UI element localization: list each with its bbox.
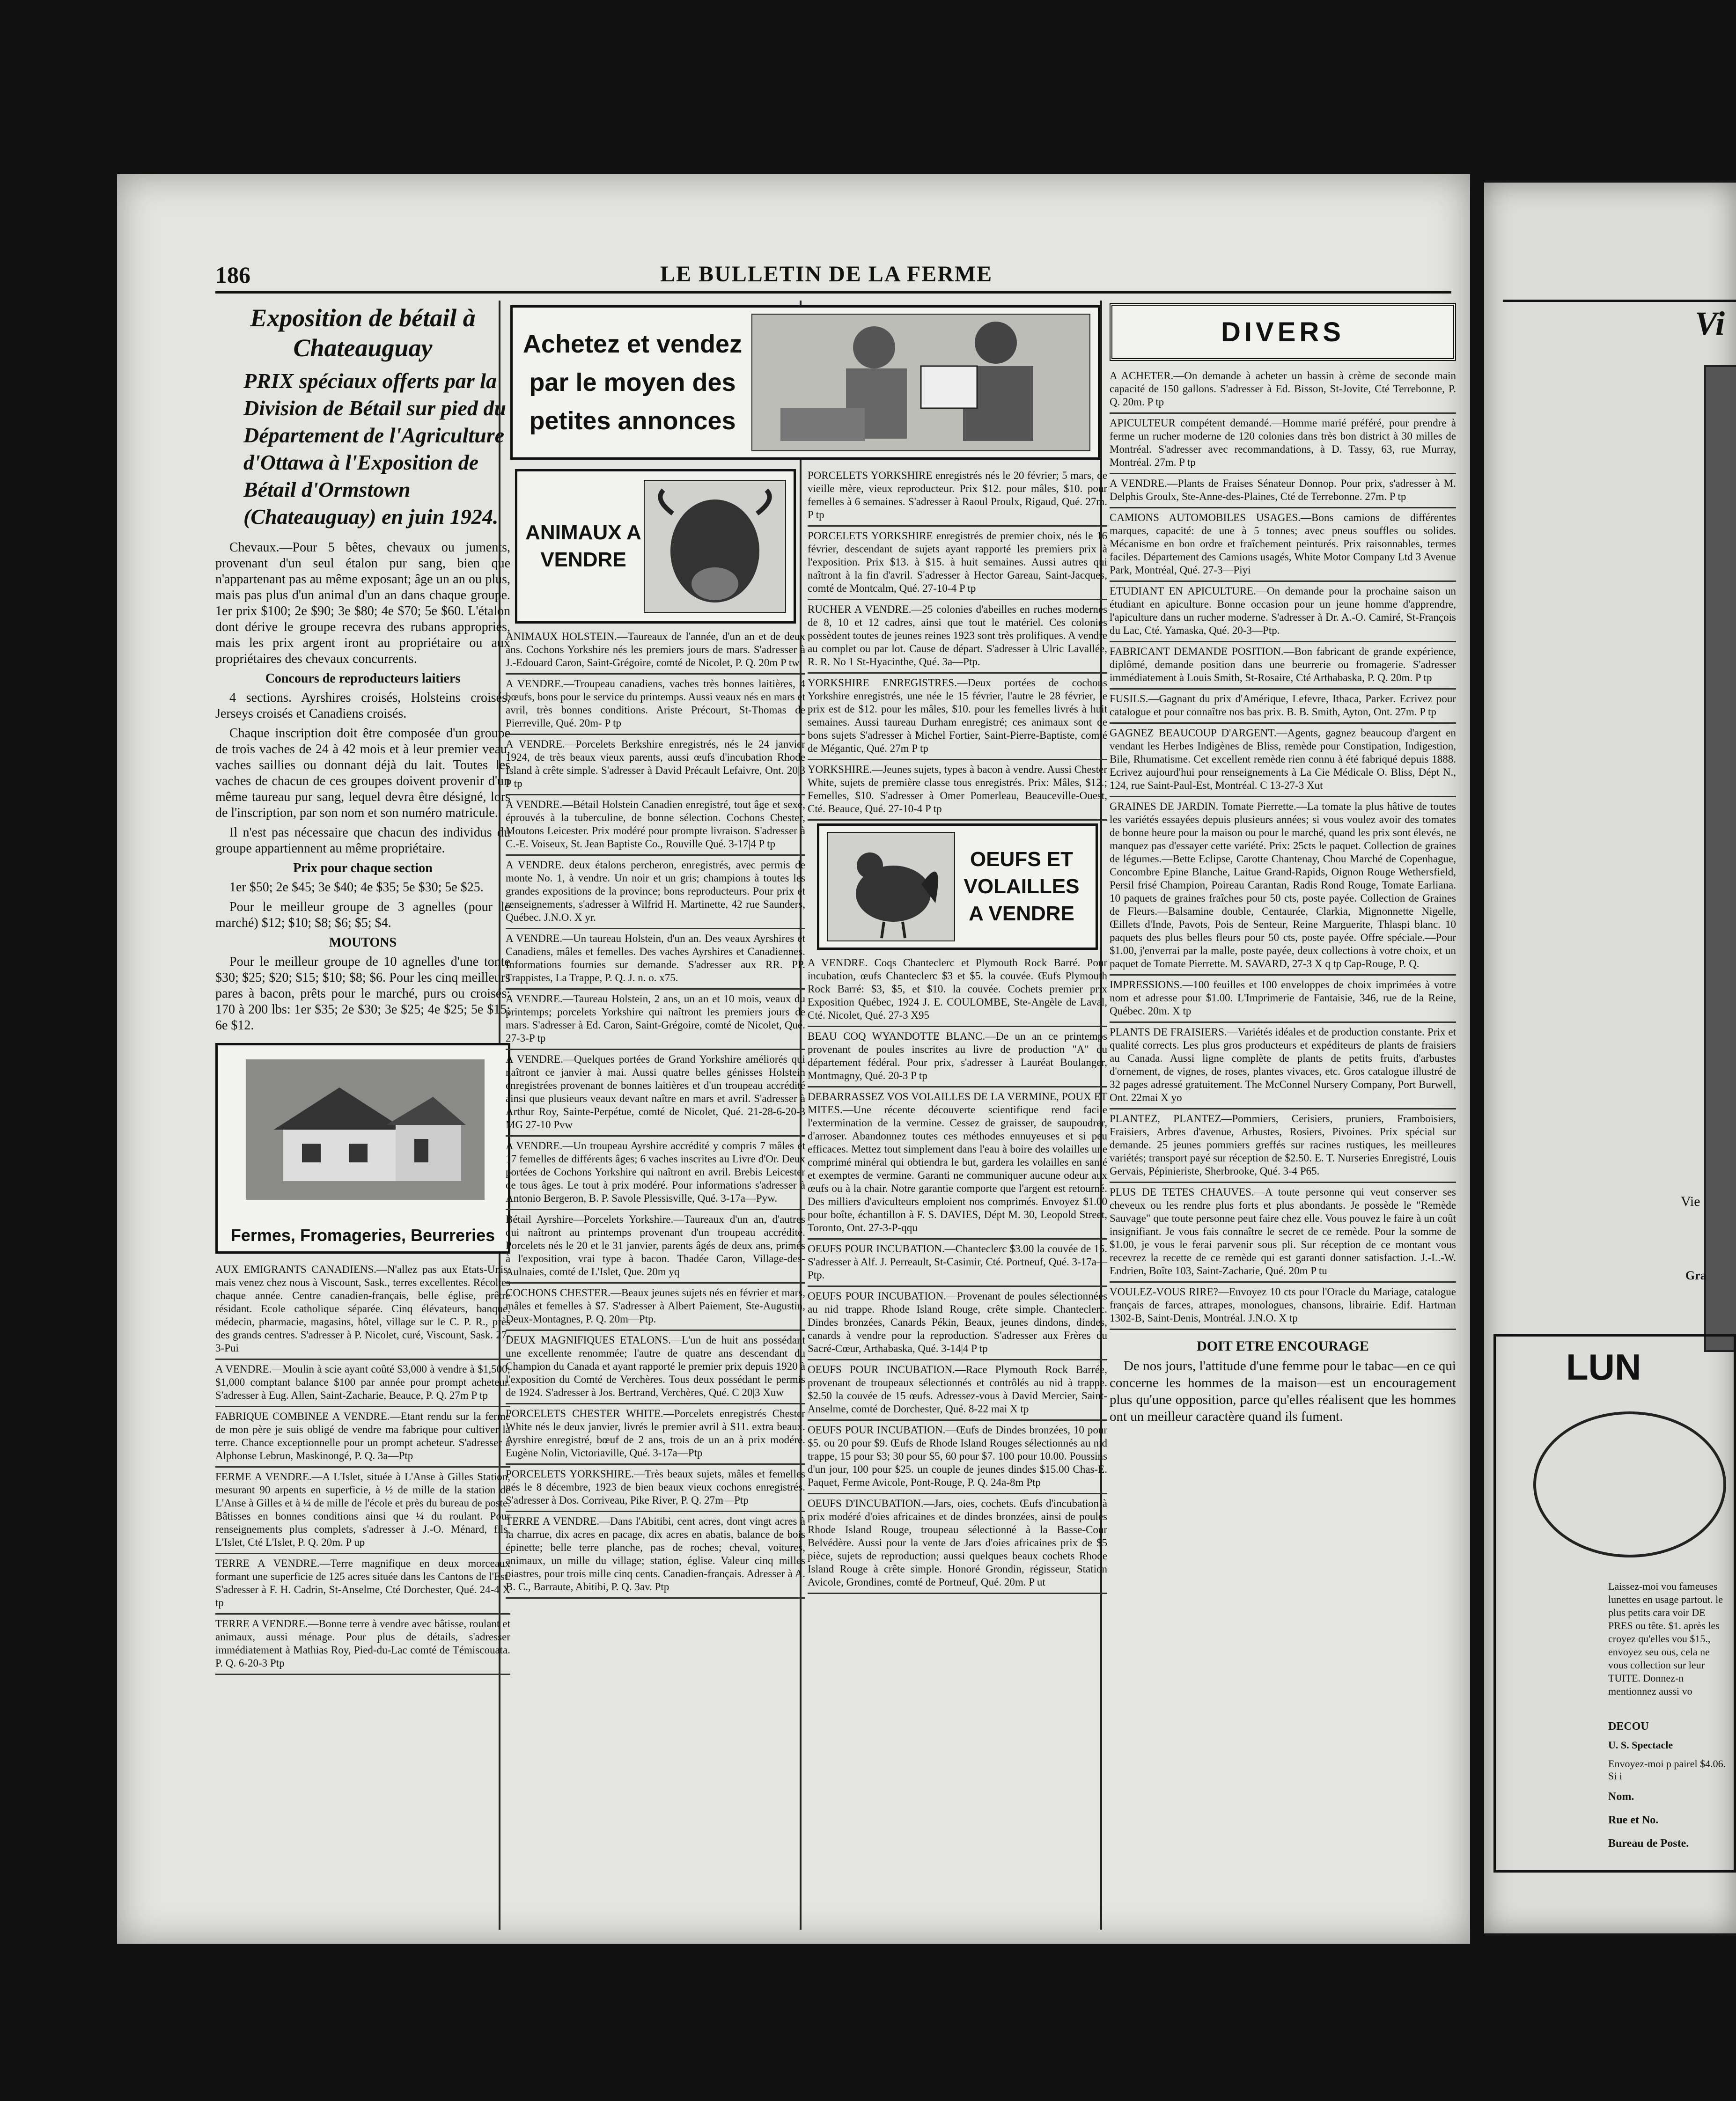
classified-ad: ETUDIANT EN APICULTURE.—On demande pour la prochaine saison un étudiant en apiculture. Bonne occasion pour un jeune homme d'apprendre, l'apiculture dans un rucher moderne. S'adresser à Dr. A.-O. Camiré, St-François du Lac, Cté. Yamaska, Qué. 20-3—Ptp. xyxy=(1110,585,1456,642)
classified-ad: Bétail Ayrshire—Porcelets Yorkshire.—Taureaux d'un an, d'autres qui naîtront au printemps provenant d'un troupeau accrédité. Porcelets nés le 20 et le 31 janvier, parents âgés de deux ans, primés à l'exposition, vrai type à bacon. Thadée Caron, Village-des-Aulnaies, comté de L'Islet, Que. 20m yq xyxy=(506,1213,805,1284)
encourage-paragraph: De nos jours, l'attitude d'une femme pour le tabac—en ce qui concerne les hommes de la maison—est un encouragement plus qu'une opposition, parce qu'elles réalisent que les hommes ont un meilleur caractère quand ils fument. xyxy=(1110,1359,1456,1424)
page2-photo xyxy=(1704,365,1736,1352)
classified-ad: OEUFS POUR INCUBATION.—Race Plymouth Rock Barrée, provenant de troupeaux sélectionnés et contrôlés au nid à trappe. $2.50 la couvée de 15 œufs. Adressez-vous à David Mercier, Saint-Anselme, comté de Dorchester, Qué. 8-22 mai X tp xyxy=(808,1363,1107,1421)
page-header xyxy=(215,258,1451,294)
article-paragraph: 1er $50; 2e $45; 3e $40; 4e $35; 5e $30; 5e $25. xyxy=(229,880,484,895)
classified-ad: PORCELETS YORKSHIRE enregistrés de premier choix, nés le 16 février, descendant de sujets ayant rapporté les premiers prix à l'exposition. Prix $13. à $15. à huit semaines. Aussi autres qui naîtront à la fin d'avril. S'adresser à Hector Gareau, Saint-Jacques, comté de Montcalm, Qué. 27-10-4 P tp xyxy=(808,529,1107,600)
divers-heading: DIVERS xyxy=(1110,303,1456,361)
classified-ad: COCHONS CHESTER.—Beaux jeunes sujets nés en février et mars, mâles et femelles à $7. S'adresser à Albert Paiement, Ste-Augustin, Deux-Montagnes, P. Q. 20m—Ptp. xyxy=(506,1286,805,1331)
classified-ad: A VENDRE.—Taureau Holstein, 2 ans, un an et 10 mois, veaux du printemps; porcelets Yorkshire qui naîtront les premiers jours de mars. S'adresser à Ed. Caron, Saint-Grégoire, comté de Nicolet, Qué. 27-3-P tp xyxy=(506,992,805,1050)
classified-ad: GRAINES DE JARDIN. Tomate Pierrette.—La tomate la plus hâtive de toutes les variétés essayées depuis plusieurs années; si vous voulez avoir des tomates de bonne heure pour la maison ou pour le marché, quand les prix sont élevés, ne manquez pas d'essayer cette variété. Prix: 25cts le paquet. Collection de graines de légumes.—Bette Eclipse, Carotte Chantenay, Chou Marché de Copenhague, Concombre Epine Blanche, Laitue Grand-Rapids, Oignon Rouge Wethersfield, Persil frisé Champion, Poireau Carantan, Radis Rond Rouge, Tomate Earliana. 10 paquets de graines fraîches pour 50 cts, poste payée. Collection de Graines de Fleurs.—Balsamine double, Centaurée, Clarkia, Mignonnette Nigelle, Œillets d'Inde, Pavots, Pois de Senteur, Reine Marguerite, Thlaspi blanc. 10 paquets des plus belles fleurs pour 50 cts, poste payée. Offre spéciale.—Pour $1.00, j'enverrai par la malle, poste payée, deux collections à votre choix, et un paquet de Tomate Pierrette. M. SAVARD, 27-3 X q tp Cap-Rouge, P. Q. xyxy=(1110,800,1456,976)
classified-ad: FERME A VENDRE.—A L'Islet, située à L'Anse à Gilles Station, mesurant 90 arpents en superficie, à ½ de mille de la station de L'Anse à Gilles et à ¼ de mille de l'école et près du bureau de poste. Bâtisses en bonnes conditions ainsi que ¼ du roulant. Pour renseignements plus complets, s'adresser à J.-O. Ménard, fils, L'Islet, Cté L'Islet, P. Q. 20m. P up xyxy=(215,1470,510,1554)
newspaper-page xyxy=(117,174,1470,1944)
page2-ad-text: Laissez-moi vou fameuses lunettes en usage partout. le plus petits cara voir DE PRES ou tête. $1. après les croyez qu'elles vou $15., envoyez seu ous, cela ne vous collection sur leur TUITE. Donnez-n mentionnez aussi vo xyxy=(1608,1580,1723,1697)
page2-form-post: Bureau de Poste. xyxy=(1608,1837,1689,1850)
article-paragraph: Chaque inscription doit être composée d'un groupe de trois vaches de 24 à 42 mois et à leur premier veau, vaches saillies ou donnant déjà du lait. Toutes les vaches de chacun de ces groupes doivent provenir d'un même taureau pur sang, lequel devra être désigné, lors de l'inscription, par son nom et son numéro matricule. xyxy=(215,726,510,820)
classified-ad: A VENDRE. Coqs Chanteclerc et Plymouth Rock Barré. Pour incubation, œufs Chanteclerc $3 et $5. la couvée. Œufs Plymouth Rock Barré: $3, $5, et $10. la couvée. Cochets premier prix Exposition Québec, 1924 J. E. COULOMBE, Ste-Angèle de Laval, Cté. Nicolet, Qué. 27-3 X95 xyxy=(808,956,1107,1027)
column-1 xyxy=(215,303,510,1678)
classified-ad: BEAU COQ WYANDOTTE BLANC.—De un an ce printemps provenant de poules inscrites au livre de production "A" du département fédéral. Pour prix, s'adresser à Lauréat Boulanger, Montmagny, Qué. 20-3 P tp xyxy=(808,1030,1107,1087)
animaux-a-vendre-box xyxy=(515,469,796,624)
page2-caption: Gra xyxy=(1685,1269,1707,1282)
page2-ad-box xyxy=(1493,1334,1736,1873)
eyeglasses-icon xyxy=(1533,1411,1726,1557)
page-number: 186 xyxy=(215,262,250,288)
bull-illustration xyxy=(644,480,786,613)
classified-ad: DEUX MAGNIFIQUES ETALONS.—L'un de huit ans possédant une excellente renommée; l'autre de quatre ans descendant du Champion du Canada et ayant rapporté le premier prix depuis 1920 à l'exposition du Comté de Verchères. Tous deux possédant le permis de 1924. S'adresser à Jos. Bertrand, Verchères, Qué. C 20|3 Xuw xyxy=(506,1334,805,1404)
page2-form-line: Envoyez-moi p pairel $4.06. Si i xyxy=(1608,1758,1726,1782)
classified-ad: DEBARRASSEZ VOS VOLAILLES DE LA VERMINE, POUX ET MITES.—Une récente découverte scientifique rend facile l'extermination de la vermine. Cessez de graisser, de saupoudrer, d'arroser. Abandonnez toutes ces méthodes ennuyeuses et si peu efficaces. Mettez tout simplement dans l'eau à boire des volailles une comprimé minéral qui obtiendra le but, gardera les volailles en santé et exemptes de vermine. Garanti ne communiquer aucune odeur aux œufs ou à la chair. Notre garantie comporte que l'argent est retourné. Des milliers d'aviculteurs emploient nos comprimés. Envoyez $1.00 pour boîte, échantillon à F. S. DAVIES, Dépt M. 30, Leopold Street, Toronto, Ont. 27-3-P-qqu xyxy=(808,1090,1107,1240)
classified-ad: PORCELETS YORKSHIRE enregistrés nés le 20 février; 5 mars, de vieille mère, vieux reproducteur. Prix $12. pour mâles, $10. pour femelles à 6 semaines. S'adresser à Raoul Proulx, Rigaud, Qué. 27m. P tp xyxy=(808,469,1107,527)
classified-ad: OEUFS POUR INCUBATION.—Provenant de poules sélectionnées au nid trappe. Rhode Island Rouge, crête simple. Chanteclerc. Dindes bronzées, Canards Pékin, Beaux, jeunes dindons, dindes, canards à vendre pour la reproduction. S'adresser aux Frères du Sacré-Cœur, Arthabaska, Qué. 3-14|4 P tp xyxy=(808,1290,1107,1360)
couple-reading-illustration xyxy=(751,314,1090,451)
classified-ad: PORCELETS YORKSHIRE.—Très beaux sujets, mâles et femelles nés le 8 décembre, 1923 de bien beaux vieux cochons enregistrés. S'adresser à Dos. Corriveau, Pike River, P. Q. 27m—Ptp xyxy=(506,1468,805,1512)
publication-title: LE BULLETIN DE LA FERME xyxy=(660,262,993,286)
classified-ad: AUX EMIGRANTS CANADIENS.—N'allez pas aux Etats-Unis, mais venez chez nous à Viscount, Sask., terres excellentes. Récoltes chaque année. Centre canadien-français, belle église, prêtre résidant. Ecole catholique séparée. Cinq élévateurs, banque, médecin, pharmacie, magasins, hôtel, village sur le C. P. R., près des grands centres. S'adresser à P. Nicolet, curé, Viscount, Sask. 27-3-Pui xyxy=(215,1263,510,1360)
page2-form-street: Rue et No. xyxy=(1608,1814,1659,1826)
classified-ad: A VENDRE.—Un taureau Holstein, d'un an. Des veaux Ayrshires et Canadiens, mâles et femelles. Des vaches Ayrshires et Canadiennes. Informations fournies sur demande. S'adresser aux RR. PP. Trappistes, La Trappe, P. Q. J. n. o. x75. xyxy=(506,932,805,990)
article-paragraph: Pour le meilleur groupe de 10 agnelles d'une tonte $30; $25; $20; $15; $10; $8; $6. Pour les cinq meilleurs pares à bacon, prêts pour le marché, purs ou croisés: 170 à 200 lbs: 1er $35; 2e $30; 3e $25; 4e $25; 5e $15; 6e $12. xyxy=(215,955,510,1033)
page2-caption: Vie xyxy=(1681,1194,1700,1209)
article-paragraph: Pour le meilleur groupe de 3 agnelles (pour le marché) $12; $10; $8; $6; $5; $4. xyxy=(215,900,510,930)
column-4 xyxy=(1110,303,1456,1425)
fermes-caption: Fermes, Fromageries, Beurreries xyxy=(230,1226,495,1245)
classified-ad: FUSILS.—Gagnant du prix d'Amérique, Lefevre, Ithaca, Parker. Ecrivez pour catalogue et pour connaître nos bas prix. B. B. Smith, Ayton, Ont. 27m. P tp xyxy=(1110,692,1456,724)
classified-ad: CAMIONS AUTOMOBILES USAGES.—Bons camions de différentes marques, capacité: de une à 5 tonnes; avec pneus souffles ou solides. Mécanisme en bon ordre et fraîchement peinturés. Prix raisonnables, termes faciles. Département des Camions usagés, White Motor Company Ltd 3 Avenue Park, Montréal, Qué. 27-3—Piyi xyxy=(1110,511,1456,582)
classified-ad: OEUFS POUR INCUBATION.—Chanteclerc $3.00 la couvée de 15. S'adresser à Alf. J. Perreault, St-Casimir, Cté. Portneuf, Qué. 3-17a—Ptp. xyxy=(808,1242,1107,1287)
adjacent-page-fragment xyxy=(1484,183,1736,1933)
section-heading: Prix pour chaque section xyxy=(293,861,433,875)
petites-annonces-banner xyxy=(510,305,1100,460)
classified-ad: GAGNEZ BEAUCOUP D'ARGENT.—Agents, gagnez beaucoup d'argent en vendant les Herbes Indigènes de Bliss, remède pour Constipation, Indigestion, Bile, Rhumatisme. Cet excellent remède rien connu à été fabriqué depuis 1888. Ecrivez aujourd'hui pour renseignements à La Cie Médicale O. Bliss, Dépt N., 124, rue Saint-Paul-Est, Montréal. C 13-27-3 Xut xyxy=(1110,727,1456,797)
classified-ad: PLUS DE TETES CHAUVES.—A toute personne qui veut conserver ses cheveux ou les rendre plus forts et plus abondants. Je possède le "Remède Sauvage" que toute personne peut faire chez elle. Vous pouvez le faire à un coût insignifiant. Je vous fais connaître le secret de ce remède. Pour la somme de $1.00, je vous le ferai parvenir sous pli. Sur réception de ce montant vous recevrez la recette de ce remède qui est garanti donner satisfaction. J.-L.-W. Endrien, Boîte 103, Saint-Zacharie, Qué. 20m P tu xyxy=(1110,1186,1456,1283)
classified-ad: ANIMAUX HOLSTEIN.—Taureaux de l'année, d'un an et de deux ans. Cochons Yorkshire nés les premiers jours de mars. S'adresser à J.-Edouard Caron, Saint-Grégoire, comté de Nicolet, P. Q. 20m P tw xyxy=(506,630,805,675)
classified-ad: A VENDRE.—Troupeau canadiens, vaches très bonnes laitières, 4 bœufs, bons pour le service du printemps. Aussi veaux nés en mars et avril, très bonnes conditions. Ariste Précourt, St-Thomas de Pierreville, Qué. 20m- P tp xyxy=(506,677,805,735)
classified-ad: FABRIQUE COMBINEE A VENDRE.—Etant rendu sur la ferme de mon père je suis obligé de vendre ma fabrique pour cultiver la terre. Chance exceptionnelle pour un prompt acheteur. S'adresser à Alphonse Lebrun, Maskinongé, P. Q. 3a—Ptp xyxy=(215,1410,510,1468)
page2-ad-heading: LUN xyxy=(1566,1346,1641,1388)
classified-ad: A VENDRE.—Moulin à scie ayant coûté $3,000 à vendre à $1,500; $1,000 comptant balance $100 par année pour prompt acheteur. S'adresser à Eug. Allen, Saint-Zacharie, Beauce, P. Q. 27m P tp xyxy=(215,1363,510,1407)
encourage-heading: DOIT ETRE ENCOURAGE xyxy=(1197,1338,1369,1354)
banner-text: Achetez et vendez par le moyen des petites annonces xyxy=(522,330,743,435)
fermes-ad-box xyxy=(215,1043,510,1254)
classified-ad: PORCELETS CHESTER WHITE.—Porcelets enregistrés Chester White nés le deux janvier, livrés le premier avril à $11. extra beaux. Ayrshire enregistré, bœuf de 2 ans, trois de un an à prix modéré. Eugène Nolin, Victoriaville, Qué. 3-17a—Ptp xyxy=(506,1407,805,1465)
classified-ad: RUCHER A VENDRE.—25 colonies d'abeilles en ruches modernes de 8, 10 et 12 cadres, ainsi que tout le matériel. Ces colonies possèdent toutes de jeunes reines 1923 sont très prolifiques. A vendre au complet ou par lot. Cause de départ. S'adresser à Ulric Lavallée, R. R. No 1 St-Hyacinthe, Qué. 3a—Ptp. xyxy=(808,603,1107,674)
article-paragraph: 4 sections. Ayrshires croisés, Holsteins croisés, Jerseys croisés et Canadiens croisés. xyxy=(215,691,510,721)
classified-ad: APICULTEUR compétent demandé.—Homme marié préféré, pour prendre à ferme un rucher moderne de 120 colonies dans très bon district à 30 milles de Montréal. S'adresser avec recommandations, à D. Tassy, 63, rue Murray, Montréal. 27m. P tp xyxy=(1110,417,1456,474)
classified-ad: TERRE A VENDRE.—Dans l'Abitibi, cent acres, dont vingt acres à la charrue, dix acres en pacage, dix acres en abatis, balance de bois épinette; belle terre planche, pas de roches; cheval, voitures, animaux, un mille du village; station, église. Valeur cinq milles piastres, pour trois mille cinq cents. Canadien-français. Adresser à A. B. C., Barraute, Abitibi, P. Q. 3av. Ptp xyxy=(506,1515,805,1599)
classified-ad: YORKSHIRE.—Jeunes sujets, types à bacon à vendre. Aussi Chester White, sujets de première classe tous enregistrés. Prix: Mâles, $12.; Femelles, $10. S'adresser à Omer Pomerleau, Beauceville-Ouest, Cté. Beauce, Qué. 27-10-4 P tp xyxy=(808,763,1107,821)
classified-ad: PLANTS DE FRAISIERS.—Variétés idéales et de production constante. Prix et qualité corrects. Les plus gros producteurs et expéditeurs de plants de fraisiers au Canada. Aussi ligne complète de plants de petits fruits, d'arbustes d'ornement, de vignes, de roses, plantes vivaces, etc. Gros catalogue illustré de 32 pages adressé gratuitement. The McConnel Nursery Company, Port Burwell, Ont. 22mai X yo xyxy=(1110,1026,1456,1109)
animaux-box-title: ANIMAUX A VENDRE xyxy=(525,521,641,571)
classified-ad: A VENDRE.—Quelques portées de Grand Yorkshire améliorés qui naîtront ce janvier à mai. Aussi quatre belles génisses Holstein enregistrées provenant de bonnes laitières et d'un troupeau accrédité ainsi que plusieurs veaux devant naître en mars et avril. S'adresser à Arthur Roy, Sainte-Perpétue, comté de Nicolet, Qué. 21-28-6-20-3 MG 27-10 Pvw xyxy=(506,1053,805,1137)
page2-rule xyxy=(1503,300,1736,302)
classified-ad: IMPRESSIONS.—100 feuilles et 100 enveloppes de choix imprimées à votre nom et adresse pour $1.00. L'Imprimerie de Fantaisie, 346, rue de la Reine, Québec. 20m. X tp xyxy=(1110,978,1456,1023)
classified-ad: A ACHETER.—On demande à acheter un bassin à crème de seconde main capacité de 150 gallons. S'adresser à Ed. Bisson, St-Jovite, Cté Terrebonne, P. Q. 20m. P tp xyxy=(1110,369,1456,414)
classified-ad: A VENDRE.—Porcelets Berkshire enregistrés, nés le 24 janvier 1924, de très beaux vieux parents, aussi œufs d'incubation Rhode Island à crête simple. S'adresser à David Précault Lefaivre, Ont. 20|3 P tp xyxy=(506,738,805,795)
oeufs-box-title: OEUFS ET VOLAILLES A VENDRE xyxy=(964,848,1080,925)
classified-ad: TERRE A VENDRE.—Terre magnifique en deux morceaux formant une superficie de 125 acres située dans les Cantons de l'Est. S'adresser à F. H. Cadrin, St-Anselme, Cté Dorchester, Qué. 24-4 X tp xyxy=(215,1557,510,1615)
article-paragraph: Il n'est pas nécessaire que chacun des individus du groupe appartiennent au même propriétaire. xyxy=(215,825,510,856)
classified-ad: VOULEZ-VOUS RIRE?—Envoyez 10 cts pour l'Oracle du Mariage, catalogue français de farces, attrapes, monologues, chansons, librairie. Edif. Hartman 1302-B, Saint-Denis, Montréal. J.N.O. X tp xyxy=(1110,1286,1456,1330)
classified-ad: A VENDRE.—Plants de Fraises Sénateur Donnop. Pour prix, s'adresser à M. Delphis Groulx, Ste-Anne-des-Plaines, Cté de Terrebonne. 27m. P tp xyxy=(1110,477,1456,508)
article-title: Exposition de bétail à Chateauguay xyxy=(250,304,476,362)
article-paragraph: Chevaux.—Pour 5 bêtes, chevaux ou juments, provenant d'un seul étalon pur sang, bien que n'appartenant pas au même exposant; âge un an ou plus, mais pas plus d'un animal d'un an dans chaque groupe. 1er prix $100; 2e $90; 3e $80; 4e $70; 5e $60. L'étalon dont dérive le groupe recevra des rubans appropriés, mais les prix argent iront au propriétaire ou aux propriétaires des chevaux concurrents. xyxy=(215,540,510,666)
classified-ad: OEUFS D'INCUBATION.—Jars, oies, cochets. Œufs d'incubation à prix modéré d'oies africaines et de dindes bronzées, ainsi de poules Rhode Island Rouge, troupeau sélectionné à la Basse-Cour Belvédère. Aussi pour la vente de Jars d'oies africaines prix de $5 pièce, sujets de reproduction; aussi quelques beaux cochets Rhode Island Rouge à crête simple. Honoré Grondin, régisseur, Station Avicole, Grondines, comté de Portneuf, Qué. 20m. P ut xyxy=(808,1497,1107,1594)
farmhouse-illustration xyxy=(246,1059,485,1200)
section-heading: MOUTONS xyxy=(329,935,397,950)
article-subtitle: PRIX spéciaux offerts par la Division de Bétail sur pied du Département de l'Agriculture d'Ottawa à l'Exposition de Bétail d'Ormstown (Chateauguay) en juin 1924. xyxy=(243,369,506,529)
column-2 xyxy=(506,469,805,1601)
classified-ad: PLANTEZ, PLANTEZ—Pommiers, Cerisiers, pruniers, Framboisiers, Fraisiers, Arbres d'avenue, Arbustes, Rosiers, Pivoines. Prix spécial sur demande. 25 jeunes pommiers greffés sur racines rustiques, les meilleures variétés; transport payé sur réception de $2.50. E. T. Nurseries Enregistré, Louis Gervais, Pépinieriste, Sherbrooke, Qué. 3-4 P65. xyxy=(1110,1112,1456,1183)
page2-form-title: DECOU xyxy=(1608,1720,1649,1733)
section-heading: Concours de reproducteurs laitiers xyxy=(265,671,461,686)
rooster-illustration xyxy=(827,832,955,941)
page2-heading: Vi xyxy=(1695,305,1725,342)
classified-ad: TERRE A VENDRE.—Bonne terre à vendre avec bâtisse, roulant et animaux, aussi ménage. Pour plus de détails, s'adresser immédiatement à Mathias Roy, Pied-du-Lac comté de Témiscouata. P. Q. 6-20-3 Ptp xyxy=(215,1617,510,1675)
classified-ad: A VENDRE.—Un troupeau Ayrshire accrédité y compris 7 mâles et 17 femelles de différents âges; 6 vaches inscrites au Livre d'Or. Deux portées de Cochons Yorkshire qui naîtront en avril. Brebis Leicester de tous âges. Le tout à prix modéré. Pour informations s'adresser à Antonio Bergeron, B. P. Savole Plessisville, Qué. 3-17a—Pyw. xyxy=(506,1139,805,1210)
classified-ad: FABRICANT DEMANDE POSITION.—Bon fabricant de grande expérience, diplômé, demande position dans une beurrerie ou fromagerie. S'adresser immédiatement à Louis Smith, St-Rosaire, Cté Arthabaska, P. Q. 20m. P tp xyxy=(1110,645,1456,690)
page2-form-sub: U. S. Spectacle xyxy=(1608,1739,1673,1751)
classified-ad: YORKSHIRE ENREGISTRES.—Deux portées de cochons Yorkshire enregistrés, une née le 15 février, l'autre le 28 février, le prix est de $12. pour les mâles, $10. pour les femelles livrés à huit semaines. Aussi taureau Durham enregistré; ces animaux sont de bons sujets S'adresser à Michel Fortier, Saint-Pierre-Baptiste, comté de Mégantic, Qué. 27m P tp xyxy=(808,676,1107,760)
classified-ad: OEUFS POUR INCUBATION.—Œufs de Dindes bronzées, 10 pour $5. ou 20 pour $9. Œufs de Rhode Island Rouges sélectionnés au nid trappe, 15 pour $3; 30 pour $5, 60 pour $7. 100 pour 10.00. Poussins d'un jour, 100 pour $25. un couple de jeunes dindes $15.00 Chas-E. Paquet, Ferme Avicole, Pont-Rouge, P. Q. 24a-8m Ptp xyxy=(808,1424,1107,1494)
oeufs-volailles-box xyxy=(817,823,1098,950)
classified-ad: A VENDRE. deux étalons percheron, enregistrés, avec permis de monte No. 1, à vendre. Un noir et un gris; champions à toutes les grandes expositions de la province; bons reproducteurs. Pour prix et renseignements, s'adresser à Wilfrid H. Martinette, 42 rue Saunders, Québec. J.N.O. X yr. xyxy=(506,859,805,929)
page2-form-name: Nom. xyxy=(1608,1791,1634,1803)
classified-ad: A VENDRE.—Bétail Holstein Canadien enregistré, tout âge et sexe, éprouvés à la tuberculine, de bonne sélection. Cochons Chester, Moutons Leicester. Prix modéré pour prompte livraison. S'adresser à C.-E. Voiseux, St. Jean Baptiste Co., Rouville Qué. 3-17|4 P tp xyxy=(506,798,805,856)
column-3 xyxy=(808,469,1107,1597)
